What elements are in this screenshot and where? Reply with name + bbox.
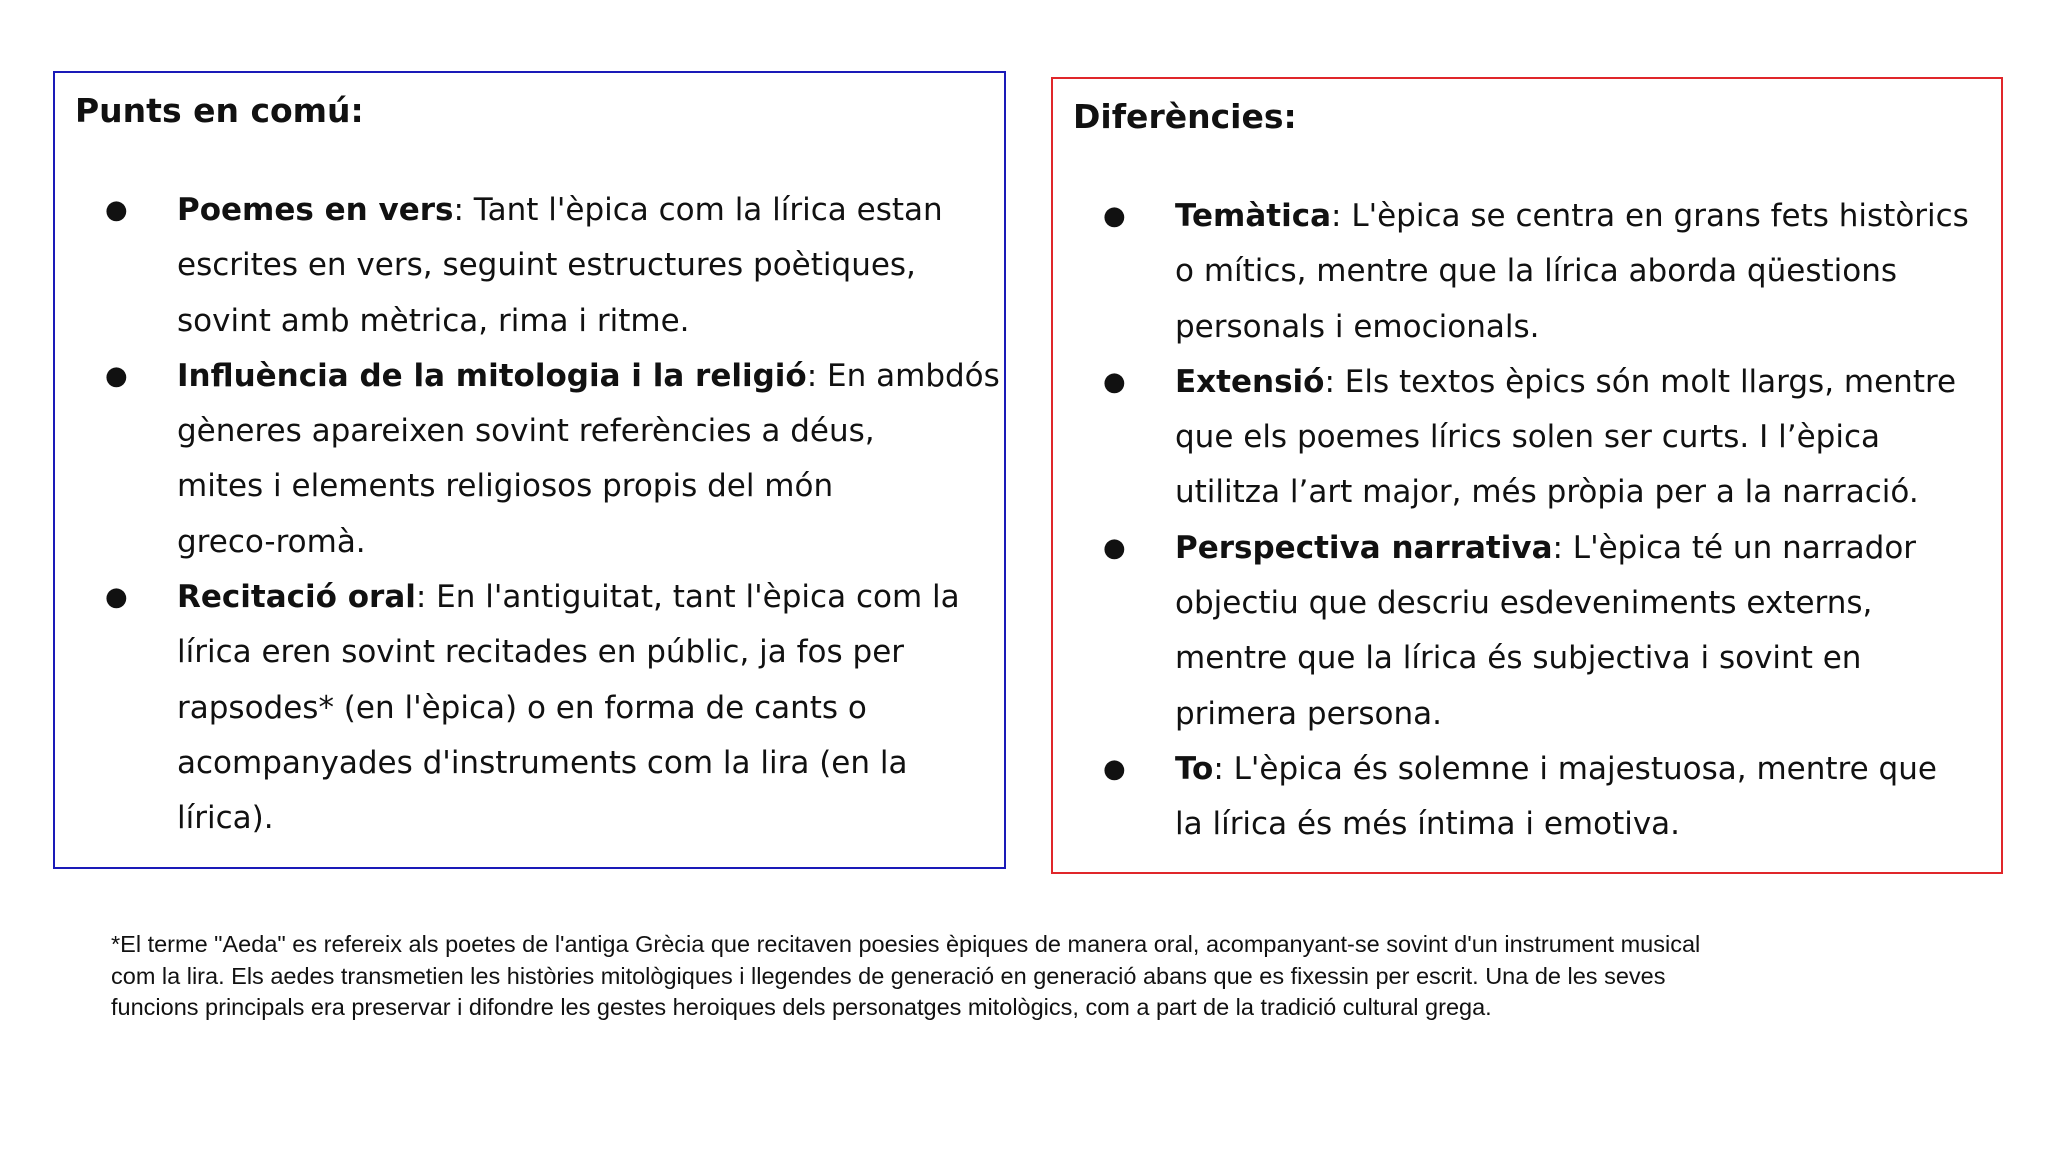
list-item-first-line [1175, 742, 1969, 797]
list-item-first-line [177, 570, 1000, 625]
item-text: : En ambdós [806, 357, 1000, 394]
item-text-line: acompanyades d'instruments com la lira (en la [177, 744, 908, 781]
common-item-verse [55, 183, 1000, 349]
list-item-first-line [1175, 521, 1969, 576]
difference-item-length [1053, 355, 1969, 521]
item-text-line: rapsodes* (en l'èpica) o en forma de cants o [177, 689, 867, 726]
item-text: : En l'antiguitat, tant l'èpica com la [415, 579, 960, 616]
item-text-line: primera persona. [1175, 695, 1443, 732]
footnote-line: funcions principals era preservar i difondre les gestes heroiques dels personatges mitològics, com a part de la tradició cultural grega. [111, 994, 1492, 1021]
item-text-line: la lírica és més íntima i emotiva. [1175, 806, 1681, 843]
item-text: : Els textos èpics són molt llargs, mentre [1324, 363, 1957, 400]
item-text-line: lírica). [177, 800, 274, 837]
bullet-icon: ● [105, 195, 128, 225]
item-text-line: greco-romà. [177, 523, 366, 560]
list-item-first-line [1175, 355, 1969, 410]
item-text-line: o mítics, mentre que la lírica aborda qüestions [1175, 253, 1898, 290]
item-text-line: utilitza l’art major, més pròpia per a la narració. [1175, 474, 1919, 511]
item-text: : L'èpica té un narrador [1552, 529, 1917, 566]
differences-title: Diferències: [1073, 97, 1297, 136]
common-item-oral-recitation [55, 570, 1000, 846]
item-text-line: personals i emocionals. [1175, 308, 1540, 345]
item-text-line: escrites en vers, seguint estructures poètiques, [177, 247, 916, 284]
bullet-icon: ● [1103, 201, 1126, 231]
differences-list [1053, 189, 1969, 853]
list-item-first-line [1175, 189, 1969, 244]
bullet-icon: ● [105, 582, 128, 613]
item-term: Poemes en vers [177, 192, 454, 228]
item-term: Temàtica [1175, 198, 1332, 234]
list-item-first-line [177, 349, 1000, 404]
item-term: To [1175, 750, 1214, 787]
item-text-line: mentre que la lírica és subjectiva i sovint en [1175, 640, 1862, 677]
item-term: Extensió [1175, 363, 1325, 400]
item-text: : L'èpica és solemne i majestuosa, mentre que [1213, 750, 1937, 787]
item-text-line: gèneres apareixen sovint referències a déus, [177, 413, 875, 450]
item-text: : Tant l'èpica com la lírica estan [453, 192, 943, 228]
common-points-box [53, 71, 1006, 869]
difference-item-tone [1053, 742, 1969, 853]
difference-item-perspective [1053, 521, 1969, 742]
item-text-line: que els poemes lírics solen ser curts. I l’èpica [1175, 419, 1881, 456]
item-term: Influència de la mitologia i la religió [177, 357, 807, 394]
common-points-list [55, 183, 1000, 847]
footnote-line: *El terme "Aeda" es refereix als poetes de l'antiga Grècia que recitaven poesies èpiques de manera oral, acompanyant-se sovint d'un instrument musical [111, 931, 1701, 957]
list-item-first-line [177, 183, 1000, 238]
common-points-title: Punts en comú: [75, 91, 364, 130]
bullet-icon: ● [1103, 532, 1126, 563]
bullet-icon: ● [1103, 366, 1126, 397]
difference-item-theme [1053, 189, 1969, 355]
item-text-line: lírica eren sovint recitades en públic, ja fos per [177, 634, 905, 671]
item-text-line: mites i elements religiosos propis del món [177, 468, 834, 505]
bullet-icon: ● [105, 360, 128, 391]
footnote-line: com la lira. Els aedes transmetien les històries mitològiques i llegendes de generació en generació abans que es fixessin per escrit. Una de les seves [111, 962, 1666, 989]
item-text-line: objectiu que descriu esdeveniments externs, [1175, 585, 1873, 622]
footnote [111, 929, 1700, 1024]
item-text: : L'èpica se centra en grans fets històrics [1331, 198, 1969, 234]
item-term: Perspectiva narrativa [1175, 529, 1553, 566]
item-text-line: sovint amb mètrica, rima i ritme. [177, 302, 690, 339]
bullet-icon: ● [1103, 753, 1126, 784]
item-term: Recitació oral [177, 579, 416, 616]
common-item-mythology [55, 349, 1000, 570]
differences-box [1051, 77, 2003, 874]
